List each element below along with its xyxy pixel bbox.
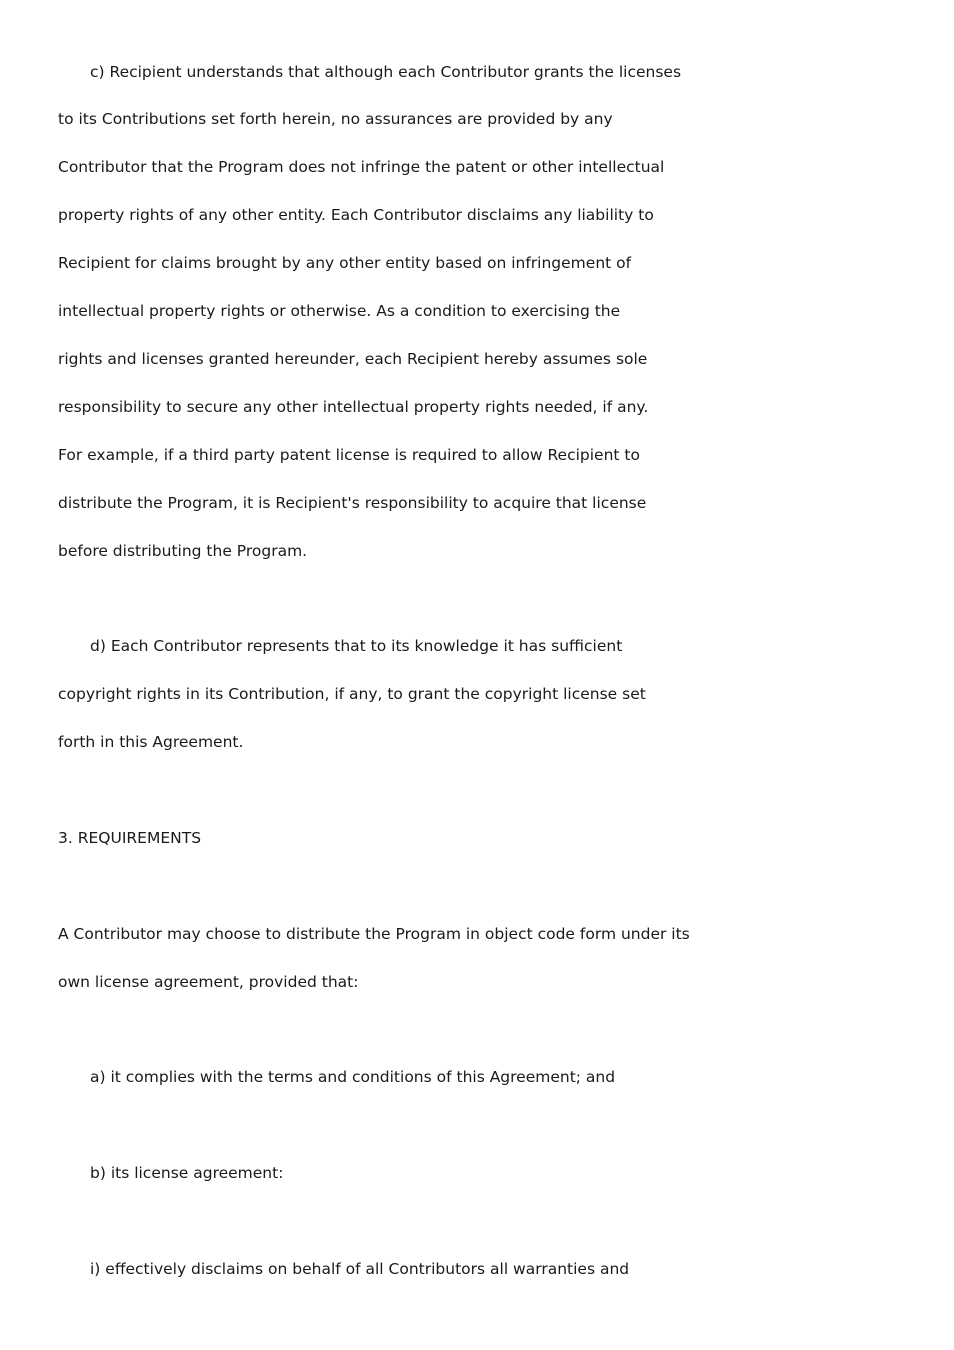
paragraph-c-line-8: responsibility to secure any other intellectual property rights needed, if any. bbox=[58, 398, 649, 416]
section-heading: 3. REQUIREMENTS bbox=[58, 829, 202, 847]
requirement-b: b) its license agreement: bbox=[90, 1164, 284, 1182]
paragraph-c-line-11: before distributing the Program. bbox=[58, 542, 308, 560]
paragraph-c-line-7: rights and licenses granted hereunder, each Recipient hereby assumes sole bbox=[58, 350, 648, 368]
paragraph-c-line-4: property rights of any other entity. Each Contributor disclaims any liability to bbox=[58, 206, 654, 224]
paragraph-d-line-2: copyright rights in its Contribution, if any, to grant the copyright license set bbox=[58, 685, 646, 703]
paragraph-c-line-3: Contributor that the Program does not infringe the patent or other intellectual bbox=[58, 158, 665, 176]
paragraph-c-line-1: c) Recipient understands that although each Contributor grants the licenses bbox=[90, 63, 682, 81]
paragraph-c-line-9: For example, if a third party patent license is required to allow Recipient to bbox=[58, 446, 640, 464]
paragraph-d-line-1: d) Each Contributor represents that to its knowledge it has sufficient bbox=[90, 637, 623, 655]
requirements-intro-line-2: own license agreement, provided that: bbox=[58, 973, 359, 991]
requirement-a: a) it complies with the terms and conditions of this Agreement; and bbox=[90, 1068, 616, 1086]
paragraph-c-line-2: to its Contributions set forth herein, no assurances are provided by any bbox=[58, 110, 613, 128]
requirements-intro-line-1: A Contributor may choose to distribute the Program in object code form under its bbox=[58, 925, 690, 943]
paragraph-c-line-5: Recipient for claims brought by any other entity based on infringement of bbox=[58, 254, 632, 272]
paragraph-c-line-6: intellectual property rights or otherwise. As a condition to exercising the bbox=[58, 302, 621, 320]
paragraph-d-line-3: forth in this Agreement. bbox=[58, 733, 244, 751]
paragraph-c-line-10: distribute the Program, it is Recipient's responsibility to acquire that license bbox=[58, 494, 647, 512]
requirement-b-i-line-1: i) effectively disclaims on behalf of all Contributors all warranties and bbox=[90, 1260, 630, 1278]
